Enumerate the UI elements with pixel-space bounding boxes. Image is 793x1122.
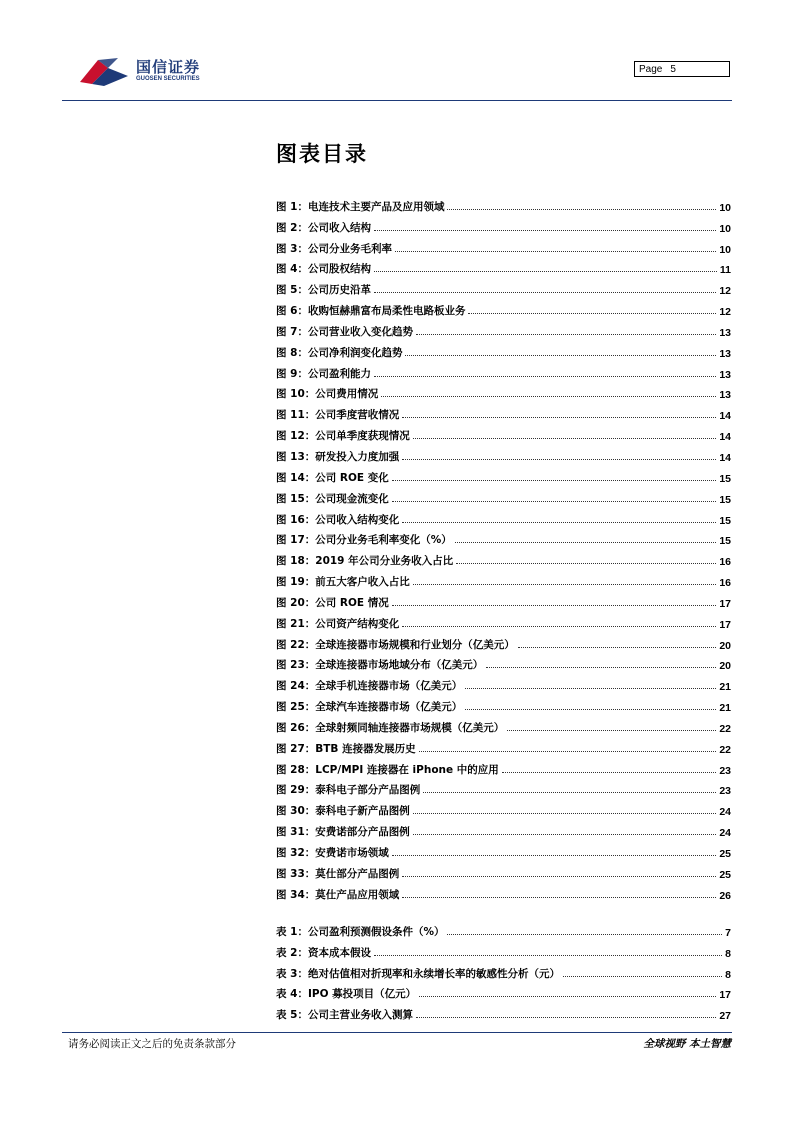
page-indicator [634, 61, 730, 77]
toc-figure-entry-label: 图 27：BTB 连接器发展历史 [276, 742, 416, 755]
toc-table-entry[interactable] [276, 960, 731, 981]
toc-table-entry[interactable] [276, 981, 731, 1002]
toc-table-entry-label: 表 5：公司主营业务收入测算 [276, 1009, 413, 1022]
dot-leader [374, 954, 722, 956]
toc-figure-entry-page: 20 [719, 660, 731, 673]
toc-figure-entry[interactable] [276, 527, 731, 548]
toc-figure-entry-page: 14 [719, 431, 731, 444]
toc-figure-entry[interactable] [276, 610, 731, 631]
toc-figure-entry-label: 图 23：全球连接器市场地域分布（亿美元） [276, 659, 484, 672]
toc-figure-entry-page: 12 [719, 306, 731, 319]
toc-figure-entry-label: 图 33：莫仕部分产品图例 [276, 867, 400, 880]
dot-leader [374, 270, 717, 272]
dot-leader [402, 416, 716, 418]
toc-table-entry-page: 17 [719, 989, 731, 1002]
toc-figure-entry-page: 21 [719, 702, 731, 715]
toc-figure-entry-label: 图 25：全球汽车连接器市场（亿美元） [276, 701, 463, 714]
toc-figure-entry[interactable] [276, 422, 731, 443]
toc-figure-entry[interactable] [276, 235, 731, 256]
toc-table-entry-page: 8 [725, 968, 731, 981]
dot-leader [395, 250, 716, 252]
toc-figure-entry-page: 16 [719, 577, 731, 590]
toc-figure-entry-label: 图 4：公司股权结构 [276, 263, 371, 276]
dot-leader [423, 791, 716, 793]
footer-divider [62, 1032, 732, 1033]
toc-figure-entry-page: 13 [719, 389, 731, 402]
toc-figure-entry-label: 图 3：公司分业务毛利率 [276, 242, 392, 255]
toc-figure-entry-label: 图 32：安费诺市场领域 [276, 847, 389, 859]
dot-leader [413, 437, 717, 439]
toc-figure-entry-label: 图 15：公司现金流变化 [276, 492, 389, 505]
toc-figure-entry[interactable] [276, 276, 731, 297]
toc-figure-entry[interactable] [276, 735, 731, 756]
dot-leader [468, 312, 716, 314]
toc-figure-entry-page: 15 [719, 514, 731, 527]
toc-figure-entry-label: 图 9：公司盈利能力 [276, 367, 371, 380]
toc-figure-entry[interactable] [276, 839, 731, 860]
toc-figure-entry-page: 13 [719, 368, 731, 381]
toc-figure-entry[interactable] [276, 672, 731, 693]
toc-figure-entry[interactable] [276, 485, 731, 506]
toc-figure-entry-page: 10 [719, 243, 731, 256]
toc-figure-entry[interactable] [276, 797, 731, 818]
toc-figure-entry[interactable] [276, 360, 731, 381]
toc-figure-entry-page: 23 [719, 785, 731, 798]
toc-figure-entry-label: 图 5：公司历史沿革 [276, 284, 371, 297]
toc-figure-entry-page: 11 [719, 264, 731, 277]
toc-figure-entry-label: 图 24：全球手机连接器市场（亿美元） [276, 680, 463, 693]
toc-figure-entry-label: 图 29：泰科电子部分产品图例 [276, 784, 421, 797]
dot-leader [413, 583, 717, 585]
toc-figure-entry-page: 22 [719, 743, 731, 756]
dot-leader [392, 500, 717, 502]
toc-figure-entry-label: 图 1：电连技术主要产品及应用领域 [276, 200, 445, 213]
toc-figure-entry-page: 14 [719, 410, 731, 423]
dot-leader [518, 646, 717, 648]
toc-figure-entry[interactable] [276, 818, 731, 839]
dot-leader [455, 541, 717, 543]
toc-figure-entry-label: 图 8：公司净利润变化趋势 [276, 346, 403, 359]
dot-leader [374, 291, 716, 293]
figure-list [276, 193, 731, 902]
toc-figure-entry-label: 图 20：公司 ROE 情况 [276, 596, 389, 609]
toc-figure-entry-page: 17 [719, 597, 731, 610]
dot-leader [402, 458, 716, 460]
toc-figure-entry[interactable] [276, 631, 731, 652]
toc-figure-entry-label: 图 30：泰科电子新产品图例 [276, 805, 410, 818]
dot-leader [563, 975, 722, 977]
toc-table-entry-page: 8 [725, 947, 731, 960]
toc-figure-entry-page: 16 [719, 556, 731, 569]
dot-leader [413, 812, 717, 814]
dot-leader [392, 604, 717, 606]
toc-figure-entry-label: 图 21：公司资产结构变化 [276, 617, 400, 630]
toc-figure-entry[interactable] [276, 881, 731, 902]
dot-leader [465, 708, 716, 710]
toc-table-entry-page: 7 [725, 926, 731, 939]
toc-figure-entry-page: 14 [719, 451, 731, 464]
dot-leader [413, 833, 717, 835]
dot-leader [447, 933, 722, 935]
toc-figure-entry[interactable] [276, 693, 731, 714]
dot-leader [374, 375, 716, 377]
toc-figure-entry-label: 图 19：前五大客户收入占比 [276, 576, 410, 589]
dot-leader [381, 395, 716, 397]
dot-leader [392, 479, 717, 481]
toc-figure-entry-label: 图 18：2019 年公司分业务收入占比 [276, 555, 454, 568]
logo-en-text: GUOSEN SECURITIES [136, 76, 200, 82]
dot-leader [402, 625, 716, 627]
toc-figure-entry-label: 图 28：LCP/MPI 连接器在 iPhone 中的应用 [276, 763, 499, 776]
dot-leader [486, 666, 716, 668]
toc-figure-entry[interactable] [276, 756, 731, 777]
toc-figure-entry-page: 24 [719, 827, 731, 840]
dot-leader [402, 875, 716, 877]
dot-leader [416, 1016, 716, 1018]
toc-figure-entry-page: 22 [719, 722, 731, 735]
toc-figure-entry[interactable] [276, 860, 731, 881]
toc-figure-entry-page: 24 [719, 806, 731, 819]
page-title: 图表目录 [276, 142, 368, 166]
dot-leader [419, 995, 716, 997]
toc-figure-entry[interactable] [276, 652, 731, 673]
toc-figure-entry-page: 21 [719, 681, 731, 694]
toc-figure-entry-page: 23 [719, 764, 731, 777]
toc-table-entry[interactable] [276, 1001, 731, 1022]
toc-figure-entry[interactable] [276, 214, 731, 235]
footer-slogan: 全球视野 本土智慧 [643, 1038, 731, 1050]
toc-figure-entry-label: 图 11：公司季度营收情况 [276, 409, 400, 422]
toc-figure-entry[interactable] [276, 589, 731, 610]
dot-leader [456, 562, 716, 564]
logo-cn-text: 国信证券 [136, 58, 201, 76]
toc-figure-entry-page: 25 [719, 848, 731, 860]
toc-table-entry-label: 表 1：公司盈利预测假设条件（%） [276, 925, 445, 938]
toc-figure-entry-label: 图 16：公司收入结构变化 [276, 513, 400, 526]
dot-leader [447, 208, 716, 210]
toc-figure-entry-label: 图 26：全球射频同轴连接器市场规模（亿美元） [276, 721, 505, 734]
page-number: 5 [670, 64, 676, 75]
dot-leader [502, 771, 717, 773]
toc-figure-entry-page: 10 [719, 222, 731, 235]
dot-leader [402, 896, 716, 898]
dot-leader [465, 687, 716, 689]
toc-figure-entry[interactable] [276, 777, 731, 798]
page-label: Page [639, 64, 663, 75]
toc-figure-entry[interactable] [276, 339, 731, 360]
company-logo [78, 52, 208, 90]
toc-figure-entry[interactable] [276, 318, 731, 339]
dot-leader [419, 750, 717, 752]
toc-figure-entry[interactable] [276, 256, 731, 277]
toc-figure-entry-page: 12 [719, 285, 731, 298]
dot-leader [374, 229, 716, 231]
toc-figure-entry-label: 图 2：公司收入结构 [276, 221, 371, 234]
toc-figure-entry-label: 图 12：公司单季度获现情况 [276, 430, 410, 443]
toc-figure-entry-label: 图 34：莫仕产品应用领域 [276, 888, 400, 901]
toc-figure-entry[interactable] [276, 714, 731, 735]
toc-table-entry[interactable] [276, 939, 731, 960]
dot-leader [507, 729, 716, 731]
table-list [276, 918, 731, 1022]
toc-figure-entry-page: 15 [719, 493, 731, 506]
toc-figure-entry-label: 图 10：公司费用情况 [276, 388, 379, 401]
toc-table-entry-label: 表 4：IPO 募投项目（亿元） [276, 988, 417, 1001]
toc-figure-entry-label: 图 7：公司营业收入变化趋势 [276, 325, 413, 338]
toc-figure-entry-page: 25 [719, 868, 731, 881]
toc-figure-entry-label: 图 22：全球连接器市场规模和行业划分（亿美元） [276, 638, 515, 651]
dot-leader [416, 333, 716, 335]
toc-table-entry-label: 表 2：资本成本假设 [276, 946, 371, 959]
footer-disclaimer: 请务必阅读正文之后的免责条款部分 [68, 1038, 236, 1050]
toc-figure-entry-page: 13 [719, 326, 731, 339]
toc-figure-entry-label: 图 6：收购恒赫鼎富布局柔性电路板业务 [276, 305, 466, 318]
dot-leader [402, 521, 716, 523]
toc-figure-entry-label: 图 13：研发投入力度加强 [276, 450, 400, 463]
toc-figure-entry-page: 13 [719, 347, 731, 360]
toc-table-entry-page: 27 [719, 1010, 731, 1023]
toc-figure-entry-label: 图 17：公司分业务毛利率变化（%） [276, 534, 452, 547]
toc-figure-entry[interactable] [276, 443, 731, 464]
toc-figure-entry-label: 图 31：安费诺部分产品图例 [276, 826, 410, 839]
toc-figure-entry-label: 图 14：公司 ROE 变化 [276, 471, 389, 484]
toc-figure-entry[interactable] [276, 464, 731, 485]
toc-figure-entry-page: 17 [719, 618, 731, 631]
header-divider [62, 100, 732, 101]
toc-figure-entry[interactable] [276, 506, 731, 527]
toc-figure-entry-page: 26 [719, 889, 731, 902]
toc-figure-entry-page: 15 [719, 535, 731, 548]
toc-figure-entry[interactable] [276, 381, 731, 402]
toc-figure-entry-page: 20 [719, 639, 731, 652]
toc-figure-entry-page: 10 [719, 201, 731, 214]
toc-table-entry-label: 表 3：绝对估值相对折现率和永续增长率的敏感性分析（元） [276, 967, 560, 980]
toc-figure-entry[interactable] [276, 193, 731, 214]
dot-leader [405, 354, 716, 356]
toc-figure-entry[interactable] [276, 547, 731, 568]
dot-leader [392, 854, 717, 856]
toc-figure-entry-page: 15 [719, 472, 731, 485]
toc-figure-entry[interactable] [276, 401, 731, 422]
logo-mark-icon [78, 56, 130, 86]
toc-figure-entry[interactable] [276, 297, 731, 318]
toc-figure-entry[interactable] [276, 568, 731, 589]
toc-table-entry[interactable] [276, 918, 731, 939]
